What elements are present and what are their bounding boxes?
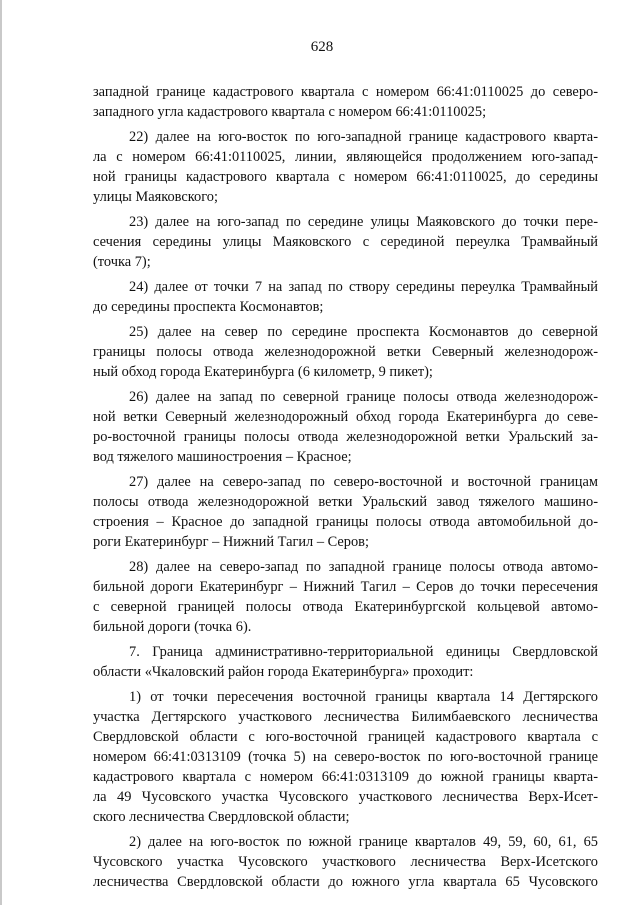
text-line: 24) далее от точки 7 на запад по створу середины переулка Трамвайный bbox=[129, 279, 598, 295]
text-line: кадастрового квартала с номером 66:41:0313109 до южной границы кварта- bbox=[93, 769, 598, 785]
paragraph bbox=[93, 277, 598, 317]
text-line: области «Чкаловский район города Екатеринбурга» проходит: bbox=[93, 664, 474, 680]
text-line: участка Дегтярского участкового лесничества Билимбаевского лесничества bbox=[93, 709, 598, 725]
text-line: бильной дороги Екатеринбург – Нижний Тагил – Серов до точки пересечения bbox=[93, 579, 598, 595]
text-line: ла 49 Чусовского участка Чусовского участкового лесничества Верх-Исет- bbox=[93, 789, 598, 805]
document-body bbox=[93, 82, 598, 897]
text-line: западной границе кадастрового квартала с номером 66:41:0110025 до северо- bbox=[93, 84, 598, 100]
text-line: сечения середины улицы Маяковского с серединой переулка Трамвайный bbox=[93, 234, 598, 250]
text-line: ной ветки Северный железнодорожный обход города Екатеринбурга до севе- bbox=[93, 409, 598, 425]
text-line: западного угла кадастрового квартала с номером 66:41:0110025; bbox=[93, 104, 487, 120]
text-line: 7. Граница административно-территориальной единицы Свердловской bbox=[129, 644, 598, 660]
text-line: полосы отвода железнодорожной ветки Уральский завод тяжелого машино- bbox=[93, 494, 598, 510]
paragraph bbox=[93, 642, 598, 682]
text-line: ной границы кадастрового квартала с номером 66:41:0110025, до середины bbox=[93, 169, 598, 185]
text-line: до середины проспекта Космонавтов; bbox=[93, 299, 324, 315]
text-line: с северной границей полосы отвода Екатеринбургской кольцевой автомо- bbox=[93, 599, 598, 615]
paragraph bbox=[93, 472, 598, 552]
text-line: улицы Маяковского; bbox=[93, 189, 218, 205]
text-line: 27) далее на северо-запад по северо-восточной и восточной границам bbox=[129, 474, 598, 490]
text-line: бильной дороги (точка 6). bbox=[93, 619, 252, 635]
text-line: ро-восточной границы полосы отвода железнодорожной ветки Уральский за- bbox=[93, 429, 598, 445]
text-line: лесничества Свердловской области до южного угла квартала 65 Чусовского bbox=[93, 874, 598, 890]
text-line: 22) далее на юго-восток по юго-западной границе кадастрового кварта- bbox=[129, 129, 598, 145]
text-line: роги Екатеринбург – Нижний Тагил – Серов; bbox=[93, 534, 369, 550]
page-number: 628 bbox=[310, 39, 334, 55]
text-line: 26) далее на запад по северной границе полосы отвода железнодорож- bbox=[129, 389, 598, 405]
paragraph bbox=[93, 557, 598, 637]
paragraph bbox=[93, 127, 598, 207]
text-line: 1) от точки пересечения восточной границы квартала 14 Дегтярского bbox=[129, 689, 598, 705]
text-line: вод тяжелого машиностроения – Красное; bbox=[93, 449, 352, 465]
paragraph bbox=[93, 212, 598, 272]
paragraph bbox=[93, 82, 598, 122]
paragraph bbox=[93, 322, 598, 382]
text-line: 25) далее на север по середине проспекта Космонавтов до северной bbox=[129, 324, 598, 340]
text-line: границы полосы отвода железнодорожной ветки Северный железнодорож- bbox=[93, 344, 598, 360]
text-line: 28) далее на северо-запад по западной границе полосы отвода автомо- bbox=[129, 559, 598, 575]
text-line: номером 66:41:0313109 (точка 5) на северо-восток по юго-восточной границе bbox=[93, 749, 598, 765]
text-line: (точка 7); bbox=[93, 254, 151, 270]
paragraph bbox=[93, 832, 598, 892]
paragraph bbox=[93, 687, 598, 827]
text-line: строения – Красное до западной границы полосы отвода автомобильной до- bbox=[93, 514, 598, 530]
text-line: ла с номером 66:41:0110025, линии, являющейся продолжением юго-запад- bbox=[93, 149, 598, 165]
paragraph bbox=[93, 387, 598, 467]
text-line: Чусовского участка Чусовского участкового лесничества Верх-Исетского bbox=[93, 854, 598, 870]
text-line: Свердловской области с юго-восточной границей кадастрового квартала с bbox=[93, 729, 598, 745]
text-line: 23) далее на юго-запад по середине улицы Маяковского до точки пере- bbox=[129, 214, 598, 230]
text-line: ского лесничества Свердловской области; bbox=[93, 809, 350, 825]
text-line: ный обход города Екатеринбурга (6 километр, 9 пикет); bbox=[93, 364, 433, 380]
text-line: 2) далее на юго-восток по южной границе кварталов 49, 59, 60, 61, 65 bbox=[129, 834, 598, 850]
